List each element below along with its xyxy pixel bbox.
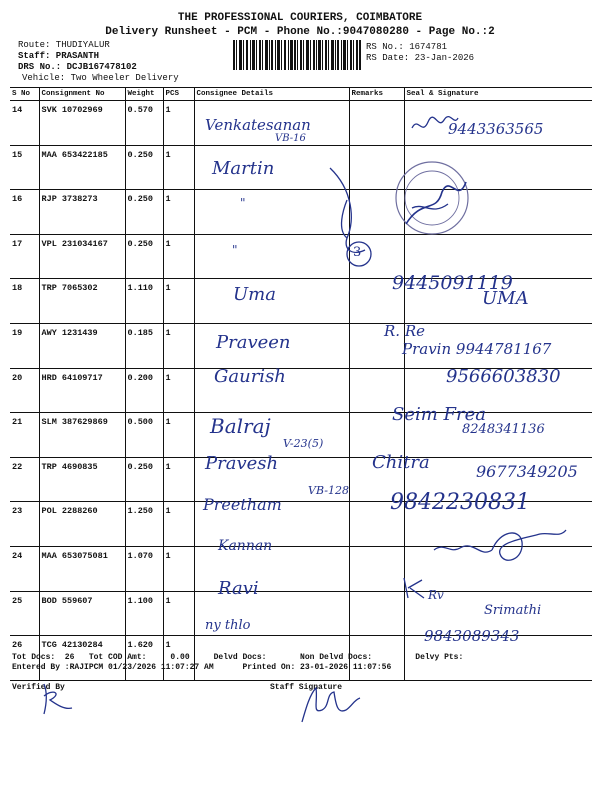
remarks-cell — [349, 591, 404, 636]
handwritten-consignee: Praveen — [216, 332, 291, 353]
weight: 0.185 — [125, 323, 163, 368]
consignment-no: RJP 3738273 — [39, 190, 125, 235]
consignment-no: HRD 64109717 — [39, 368, 125, 413]
sno: 14 — [10, 101, 39, 146]
weight: 0.250 — [125, 145, 163, 190]
weight: 1.250 — [125, 502, 163, 547]
handwritten-phone: 8248341136 — [462, 422, 545, 437]
handwritten-consignee: Pravesh — [205, 453, 279, 474]
sno: 18 — [10, 279, 39, 324]
sno: 21 — [10, 413, 39, 458]
col-consignment: Consignment No — [39, 88, 125, 101]
pcs: 1 — [163, 546, 194, 591]
handwritten-consignee: ny thlo — [205, 618, 251, 633]
staff-signature-label: Staff Signature — [270, 683, 343, 692]
weight: 0.570 — [125, 101, 163, 146]
weight: 0.250 — [125, 190, 163, 235]
handwritten-phone: 9677349205 — [476, 462, 578, 481]
consignment-no: MAA 653075081 — [39, 546, 125, 591]
weight: 1.110 — [125, 279, 163, 324]
handwritten-consignee: Martin — [212, 158, 275, 179]
pcs: 1 — [163, 413, 194, 458]
sno: 16 — [10, 190, 39, 235]
consignment-no: SVK 10702969 — [39, 101, 125, 146]
handwritten-consignee: Gaurish — [214, 366, 286, 387]
weight: 1.100 — [125, 591, 163, 636]
rs-info — [366, 42, 474, 64]
handwritten-signature: Chitra — [372, 452, 430, 473]
handwritten-phone: 9566603830 — [446, 366, 561, 387]
handwritten-note: VB-16 — [275, 133, 306, 144]
handwritten-phone: 9842230831 — [390, 490, 530, 515]
consignment-no: POL 2288260 — [39, 502, 125, 547]
handwritten-phone: Pravin 9944781167 — [402, 340, 552, 358]
pcs: 1 — [163, 323, 194, 368]
sno: 15 — [10, 145, 39, 190]
handwritten-consignee: Balraj — [210, 414, 271, 438]
totals-block — [12, 653, 463, 673]
sno: 19 — [10, 323, 39, 368]
handwritten-note: VB-128 — [308, 484, 349, 497]
handwritten-signature: UMA — [482, 288, 529, 309]
handwritten-consignee: Ravi — [218, 578, 259, 599]
remarks-cell — [349, 101, 404, 146]
totals-line: Tot Docs: 26 Tot COD Amt: 0.00 Delvd Docs: Non Delvd Docs: Delvy Pts: — [12, 653, 464, 662]
pcs: 1 — [163, 190, 194, 235]
handwritten-signature: Srimathi — [484, 603, 542, 618]
pcs: 1 — [163, 636, 194, 681]
consignment-no: MAA 653422185 — [39, 145, 125, 190]
pcs: 1 — [163, 457, 194, 502]
handwritten-consignee: Preetham — [203, 495, 282, 514]
pcs: 1 — [163, 502, 194, 547]
staff-label: Staff: PRASANTH — [18, 51, 100, 61]
handwritten-note: V-23(5) — [283, 437, 324, 450]
weight: 1.070 — [125, 546, 163, 591]
handwritten-signature: Seim Frea — [392, 404, 487, 425]
consignment-no: TRP 7065302 — [39, 279, 125, 324]
rs-date: RS Date: 23-Jan-2026 — [366, 53, 475, 63]
weight: 1.620 — [125, 636, 163, 681]
pcs: 1 — [163, 145, 194, 190]
handwritten-ditto: " — [240, 196, 246, 210]
signature-scribble — [430, 520, 570, 570]
staff-signature — [296, 684, 366, 730]
pcs: 1 — [163, 234, 194, 279]
consignment-no: BOD 559607 — [39, 591, 125, 636]
consignment-no: TRP 4690835 — [39, 457, 125, 502]
handwritten-consignee: Kannan — [218, 538, 273, 554]
sno: 23 — [10, 502, 39, 547]
vehicle-label: Vehicle: Two Wheeler Delivery — [22, 73, 179, 83]
signature-scribble — [400, 576, 430, 602]
table-row — [10, 190, 592, 235]
circled-number-label: 3 — [353, 245, 362, 260]
verified-by-label: Verified By — [12, 683, 65, 692]
consignment-no: TCG 42130284 — [39, 636, 125, 681]
handwritten-consignee: Uma — [233, 284, 276, 305]
remarks-cell — [349, 546, 404, 591]
consignment-no: VPL 231034167 — [39, 234, 125, 279]
pcs: 1 — [163, 101, 194, 146]
col-signature: Seal & Signature — [404, 88, 592, 101]
barcode — [233, 40, 361, 70]
weight: 0.250 — [125, 457, 163, 502]
pcs: 1 — [163, 591, 194, 636]
runsheet-title: Delivery Runsheet - PCM - Phone No.:9047080280 - Page No.:2 — [105, 26, 495, 38]
handwritten-phone: 9443363565 — [448, 120, 544, 138]
company-name: THE PROFESSIONAL COURIERS, COIMBATORE — [177, 12, 423, 24]
seal-stamp — [392, 158, 474, 240]
handwritten-ditto: " — [232, 243, 238, 257]
entered-line: Entered By :RAJIPCM 01/23/2026 11:07:27 AM Printed On: 23-01-2026 11:07:56 — [12, 663, 392, 672]
route-label: Route: THUDIYALUR — [18, 40, 110, 50]
handwritten-signature: Rv — [428, 588, 444, 602]
weight: 0.200 — [125, 368, 163, 413]
verifier-signature — [38, 682, 78, 718]
col-sno: S No — [10, 88, 39, 101]
consignment-no: AWY 1231439 — [39, 323, 125, 368]
consignment-no: SLM 387629869 — [39, 413, 125, 458]
handwritten-consignee: Venkatesanan — [205, 116, 311, 134]
weight: 0.250 — [125, 234, 163, 279]
pcs: 1 — [163, 368, 194, 413]
handwritten-phone: 9445091119 — [392, 272, 513, 294]
col-consignee: Consignee Details — [194, 88, 349, 101]
handwritten-signature: R. Re — [384, 322, 426, 340]
weight: 0.500 — [125, 413, 163, 458]
col-pcs: PCS — [163, 88, 194, 101]
table-header-row — [10, 88, 592, 101]
rs-number: RS No.: 1674781 — [366, 42, 448, 52]
col-weight: Weight — [125, 88, 163, 101]
sno: 22 — [10, 457, 39, 502]
sno: 26 — [10, 636, 39, 681]
col-remarks: Remarks — [349, 88, 404, 101]
pcs: 1 — [163, 279, 194, 324]
drs-number: DRS No.: DCJB167478102 — [18, 62, 137, 72]
handwritten-phone: 9843089343 — [424, 627, 520, 645]
sno: 20 — [10, 368, 39, 413]
sno: 24 — [10, 546, 39, 591]
sno: 17 — [10, 234, 39, 279]
sno: 25 — [10, 591, 39, 636]
table-row — [10, 145, 592, 190]
